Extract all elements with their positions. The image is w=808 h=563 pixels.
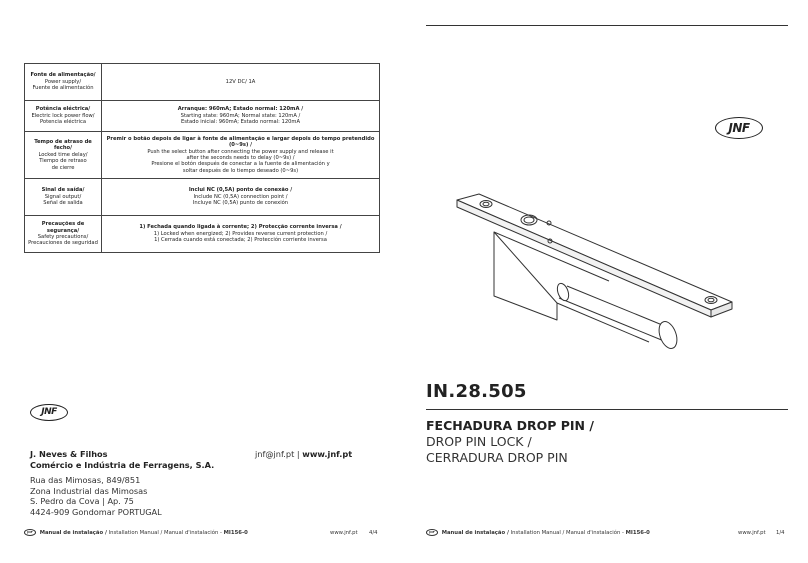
specifications-table [24,63,380,253]
spec-row [25,132,380,179]
product-title-en: DROP PIN LOCK / [426,434,532,449]
footer-right: JNF Manual de instalação / Installation Manual / Manual d'instalación - MI156-0 www.jnf.pt 1/4 [426,528,788,538]
spec-row [25,64,380,101]
spec-row [25,101,380,132]
spec-label: Precauções de segurança/ Safety precautions/ Precauciones de seguridad [25,216,102,253]
spec-row [25,216,380,253]
spec-row [25,179,380,216]
email-link[interactable]: jnf@jnf.pt [255,449,295,459]
footer-left: JNF Manual de instalação / Installation Manual / Manual d'instalación - MI156-0 www.jnf.pt 4/4 [24,528,380,538]
jnf-logo: JNF [715,117,763,139]
spec-value: 12V DC/ 1A [102,64,380,101]
page-number: 4/4 [369,530,378,536]
spec-value: Inclui NC (0,5A) ponto de conexão / Include NC (0,5A) connection point / Incluye NC (0,5A) punto de conexión [102,179,380,216]
spec-label: Tempo de atraso de fecho/ Locked time delay/ Tiempo de retraso de cierre [25,132,102,179]
drop-pin-lock-illustration [449,190,749,370]
company-name: J. Neves & Filhos Comércio e Indústria de Ferragens, S.A. [30,449,215,470]
spec-value: 1) Fechada quando ligada à corrente; 2) Protecção corrente inversa / 1) Locked when energized; 2) Provides reverse current protection / 1) Cerrada cuando está conectada; 2) Protección corriente inversa [102,216,380,253]
website-link[interactable]: www.jnf.pt [302,449,353,459]
title-divider [426,409,788,410]
page-number: 1/4 [776,530,785,536]
spec-value: Premir o botão depois de ligar à fonte de alimentação e largar depois do tempo pretendido (0~9s) / Push the select button after connecting the power supply and release it after the seconds needs to delay (0~9s) / Presione el botón después de conectar a la fuente de alimentación y soltar después de lo tiempo deseado (0~9s) [102,132,380,179]
product-title-es: CERRADURA DROP PIN [426,450,568,465]
contact-info: jnf@jnf.pt | www.jnf.pt [255,449,353,459]
company-address: Rua das Mimosas, 849/851 Zona Industrial das Mimosas S. Pedro da Cova | Ap. 75 4424-909 Gondomar PORTUGAL [30,475,162,517]
spec-label: Sinal de saída/ Signal output/ Señal de salida [25,179,102,216]
right-page [404,0,808,563]
spec-value: Arranque: 960mA; Estado normal: 120mA / Starting state: 960mA; Normal state: 120mA / Estado inicial: 960mA; Estado normal: 120mA [102,101,380,132]
top-rule [426,25,788,26]
product-code: IN.28.505 [426,381,527,402]
spec-label: Fonte de alimentação/ Power supply/ Fuente de alimentación [25,64,102,101]
jnf-mini-logo: JNF [426,529,438,536]
jnf-mini-logo: JNF [24,529,36,536]
jnf-logo: JNF [30,404,68,421]
footer-site: www.jnf.pt [738,530,766,536]
footer-site: www.jnf.pt [330,530,358,536]
spec-label: Potência eléctrica/ Electric lock power flow/ Potencia eléctrica [25,101,102,132]
product-title-pt: FECHADURA DROP PIN / [426,418,594,433]
